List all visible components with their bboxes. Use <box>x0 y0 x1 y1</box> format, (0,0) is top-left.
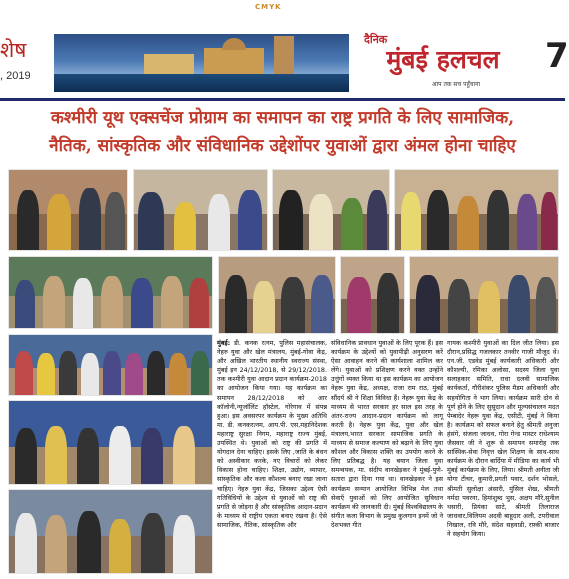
dateline: मुंबई: <box>217 339 231 347</box>
section-title: शेष <box>0 38 27 62</box>
city-banner-image <box>54 34 349 92</box>
headline-line-2: नैतिक, सांस्कृतिक और संविधानिक उद्देशोंपर युवाओं द्वारा अंमल होना चाहिए <box>49 136 516 156</box>
event-photo <box>340 256 405 334</box>
masthead-title: मुंबई हलचल <box>386 45 500 74</box>
article-headline <box>0 104 565 166</box>
page-number: 7 <box>545 36 569 76</box>
event-photo <box>8 400 213 485</box>
event-photo <box>133 169 268 251</box>
section-header <box>0 40 31 82</box>
article-column-1 <box>217 339 327 577</box>
event-photo <box>8 256 213 329</box>
article-text: संविधानिक प्रावधान युवाओं के लिए पूरक हैं। इस कार्यक्रम के उद्देश्यों को युवापीढ़ी अनुसरण करें ऐसा आवाहन करने की कार्यशाला शामिल कर लेंगे। युवाओं को प्रशिक्षण करने वक्त उन्होंने उत्तुंगों व्यक्त किया था इस कार्यक्रम का आयोजन नेहरू युवा केंद्र, अध्यक्ष, राजा राम राठ, मुंबई सौंदर्य श्री ने शिक्षा विविधा हैं। नेहरू युवा केंद्र के माध्यम से भारत सरकार हर साल इस तरह के अंतर-राज्य आदान-प्रदान कार्यक्रम को लागू करती है। नेहरू युवा केंद्र, युवा और खेल मंत्रालय,भारत सरकार सामाजिक प्रगति के माध्यम से समाज कल्याण को बढ़ाने के लिए युवा कौशल और विकास शक्ति का उपयोग करने के लिए प्रतिबद्ध है। यह बयान जिला युवा समन्वयक, मा. संदीप वानखेड़कर ने मुंबई-पुणे-सतारा द्वारा दिया गया था। वानखेड़कर ने इस कार्यक्रम सन्मान आयोजित विभिन्न मेल तथा सेवाएँ युवाओं को लिए आयोजित सुविधान कार्यक्रम की जानकारी दी। मुंबई विश्वविद्यालय के संगीत कला विभाग के प्रमुख कुलगान इनमें जो ने देशभक्त गीत <box>331 339 443 529</box>
event-photo <box>218 256 336 334</box>
article-text: डी. कनक रत्नम, पुलिस महासंचालक, नेहरु युवा और खेल मंत्रालय, मुंबई-गोवा केंद्र, और अखिल भारतीय स्थानीय स्वराज्य संस्था, मुंबई इन 24/12/2018, से 29/12/2018. तक कश्मीरी युवा आदान प्रदान कार्यक्रम-2018 का आयोजन किया गया। यह कार्यक्रम का समापन 28/12/2018 को आर कॉलोनी,न्यूजॉलिंट हॉस्टेल, गोरेगाव में संपन्न हुआ। इस अवसरपर कार्यक्रम के मुख्य अतिथि मा. डी. कनकरत्नम, आय.पी. एस,महानिदेशक महाराष्ट्र सुरक्षा निगम, महाराष्ट्र राज्य मुंबई, उपस्थित थे। युवाओं को राष्ट्र की प्रगति में योगदान देना चाहिए। इसके लिए ,जाति के बंधन को अस्वीकार करके, नए विचारों को लेकर विकास होना चाहिए। शिक्षा, उद्योग, व्यापार, सांस्कृतिक और कला कौशल्य बनाए रखा जाना चाहिए। नेहरु युवा केंद्र, जिसका उद्देश्य ऐसी गतिविधियों के उद्देश्य से युवाओं को राष्ट्र की प्रगति से जोड़ना है और सांस्कृतिक आदान-प्रदान के माध्यम से राष्ट्रीय एकता बनाए रखना है। ऐसे सामाजिक, नैतिक, सांस्कृतिक और <box>217 339 327 529</box>
article-column-2 <box>331 339 443 577</box>
event-photo <box>394 169 559 251</box>
article-text: गायक कश्मीरी युवाओं का दिल जीत लिया। इस दौरान,प्रसिद्ध गजलकार तनवीर गाजी मौजूद थे। एन.जी. एडवेड मुंबई कार्यकारी अधिकारी और कौशल्यी, रमिका अलोसा, सदस्य जिला युवा सलाहकार समिति, राधा दलवी सामाजिक कार्यकर्ता, गौरीशंकर पुलिस मैडम अधिकारी और सहयोगिता ने भाग लिया। कार्यक्रम सारी दोन से पूर्ण होने के लिए सुसूदान और मूल्यसंचालन मदत पेम्बादेर नेहरू युवा केंद्र, एसीटी, मुंबई ने किया है। कार्यक्रम को सफल बनाने हेतु श्रीमती अनुजा हंसंगे, संजला जाधव, गोरा गेन्ड मास्टर राधेश्याम जैसवार जी ने शुरू से समापन समारोह तक सांस्थिक-सेवा निवृत्त खेल शिक्षण के साथ-साथ कार्यक्रम के दौरान बार्दिया में मीडिया का कार्य भी मुंबई कार्यक्रम के लिए, लिया। श्रीमती अनीता जी योगा टीचर, कुमारी,प्रगती पवार, दर्शन भोसले, श्रीमती सुलोक्षा अंसारी, मुंसिल शेख, श्रीमती नर्मदा पवरना, हिमांशुब्द भुस, अक्षय मौरे,सुनील थसारी, प्रियंका साटे, श्रीमती तिलाराज जाधवार,विलियम अदवी बाहूदार अली, टपरीवाल निखाल, रवि मौरे, संदेश सहवाडी, रफ़्की बाजार ने सहयोग किया। <box>447 339 559 538</box>
banner-dome <box>222 38 246 50</box>
event-photo <box>8 334 213 396</box>
event-photo <box>8 489 213 574</box>
header-rule <box>0 98 565 101</box>
newspaper-masthead <box>352 30 534 94</box>
event-photo <box>272 169 390 251</box>
event-photo <box>8 169 128 251</box>
masthead-tagline: आप तक सच पहुँचाना <box>432 81 480 88</box>
event-photo <box>409 256 559 334</box>
masthead-small: दैनिक <box>364 33 388 46</box>
color-registration-marks: CMYK <box>255 3 282 11</box>
banner-sea <box>54 74 349 92</box>
headline-line-1: कश्मीरी यूथ एक्सचेंज प्रोग्राम का समापन का राष्ट्र प्रगति के लिए सामाजिक, <box>50 108 515 128</box>
article-column-3 <box>447 339 559 577</box>
issue-date: , 2019 <box>0 70 31 82</box>
